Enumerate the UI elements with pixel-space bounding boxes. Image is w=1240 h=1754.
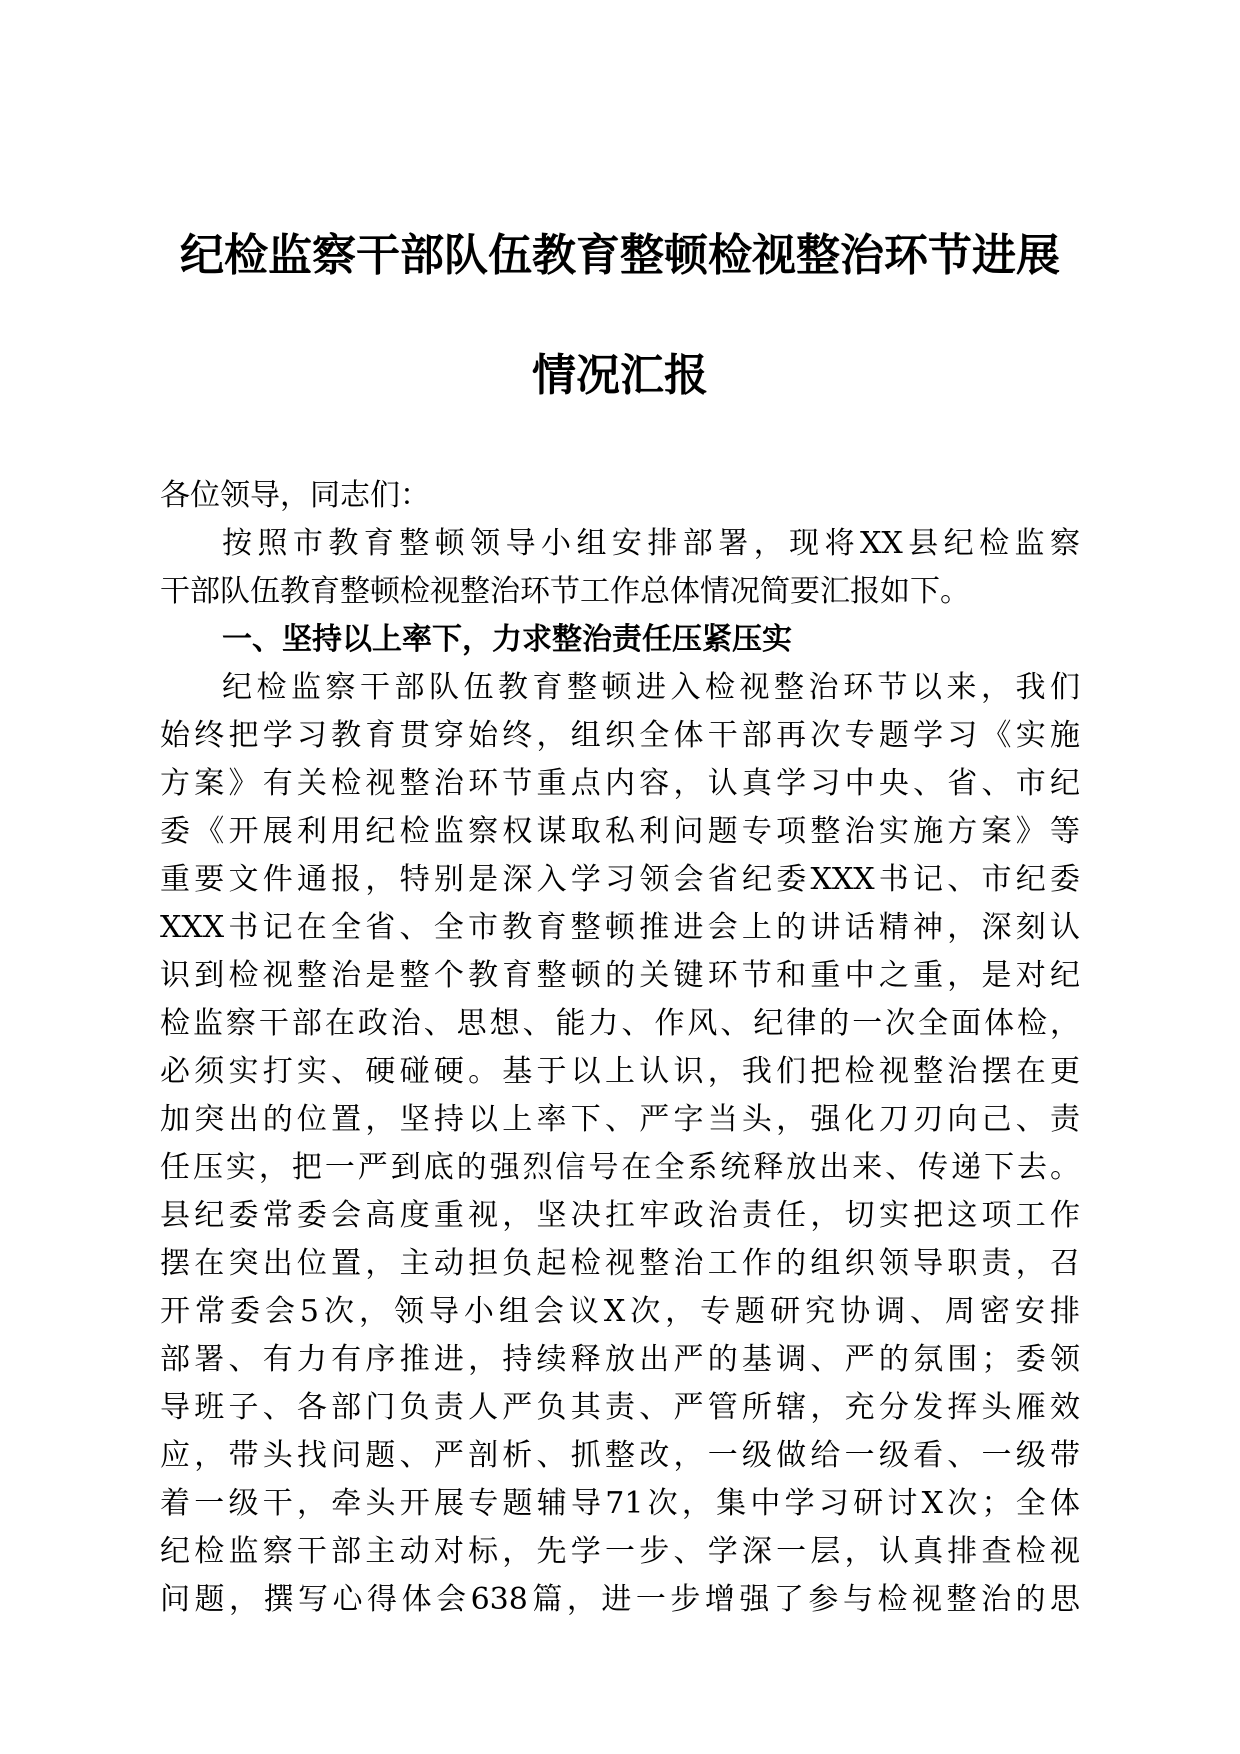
paragraph-line: 重要文件通报，特别是深入学习领会省纪委XXX书记、市纪委 [160,862,1080,897]
paragraph-line: 导班子、各部门负责人严负其责、严管所辖，充分发挥头雁效 [160,1390,1080,1425]
document-title-line-2: 情况汇报 [532,350,708,401]
paragraph-line: 方案》有关检视整治环节重点内容，认真学习中央、省、市纪 [160,766,1080,801]
intro-line: 按照市教育整顿领导小组安排部署，现将XX县纪检监察 [222,526,1080,561]
paragraph-line: 必须实打实、硬碰硬。基于以上认识，我们把检视整治摆在更 [160,1054,1080,1089]
document-body [160,472,1080,1624]
paragraph-line: 问题，撰写心得体会638篇，进一步增强了参与检视整治的思 [160,1582,1080,1617]
intro-line: 干部队伍教育整顿检视整治环节工作总体情况简要汇报如下。 [160,574,970,609]
paragraph-line: 委《开展利用纪检监察权谋取私利问题专项整治实施方案》等 [160,814,1080,849]
paragraph-line: 摆在突出位置，主动担负起检视整治工作的组织领导职责，召 [160,1246,1080,1281]
paragraph-line: 开常委会5次，领导小组会议X次，专题研究协调、周密安排 [160,1294,1080,1329]
paragraph-line: XXX书记在全省、全市教育整顿推进会上的讲话精神，深刻认 [160,910,1080,945]
salutation: 各位领导，同志们： [160,478,430,513]
paragraph-line: 应，带头找问题、严剖析、抓整改，一级做给一级看、一级带 [160,1438,1080,1473]
document-title-line-1: 纪检监察干部队伍教育整顿检视整治环节进展 [180,230,1060,281]
paragraph-line: 始终把学习教育贯穿始终，组织全体干部再次专题学习《实施 [160,718,1080,753]
paragraph-line: 纪检监察干部队伍教育整顿进入检视整治环节以来，我们 [222,670,1080,705]
section-heading: 一、坚持以上率下，力求整治责任压紧压实 [222,622,792,657]
paragraph-line: 识到检视整治是整个教育整顿的关键环节和重中之重，是对纪 [160,958,1080,993]
paragraph-line: 部署、有力有序推进，持续释放出严的基调、严的氛围；委领 [160,1342,1080,1377]
paragraph-line: 县纪委常委会高度重视，坚决扛牢政治责任，切实把这项工作 [160,1198,1080,1233]
paragraph-line: 任压实，把一严到底的强烈信号在全系统释放出来、传递下去。 [160,1150,1080,1185]
paragraph-line: 着一级干，牵头开展专题辅导71次，集中学习研讨X次；全体 [160,1486,1080,1521]
paragraph-line: 纪检监察干部主动对标，先学一步、学深一层，认真排查检视 [160,1534,1080,1569]
paragraph-line: 加突出的位置，坚持以上率下、严字当头，强化刀刃向己、责 [160,1102,1080,1137]
paragraph-line: 检监察干部在政治、思想、能力、作风、纪律的一次全面体检， [160,1006,1080,1041]
